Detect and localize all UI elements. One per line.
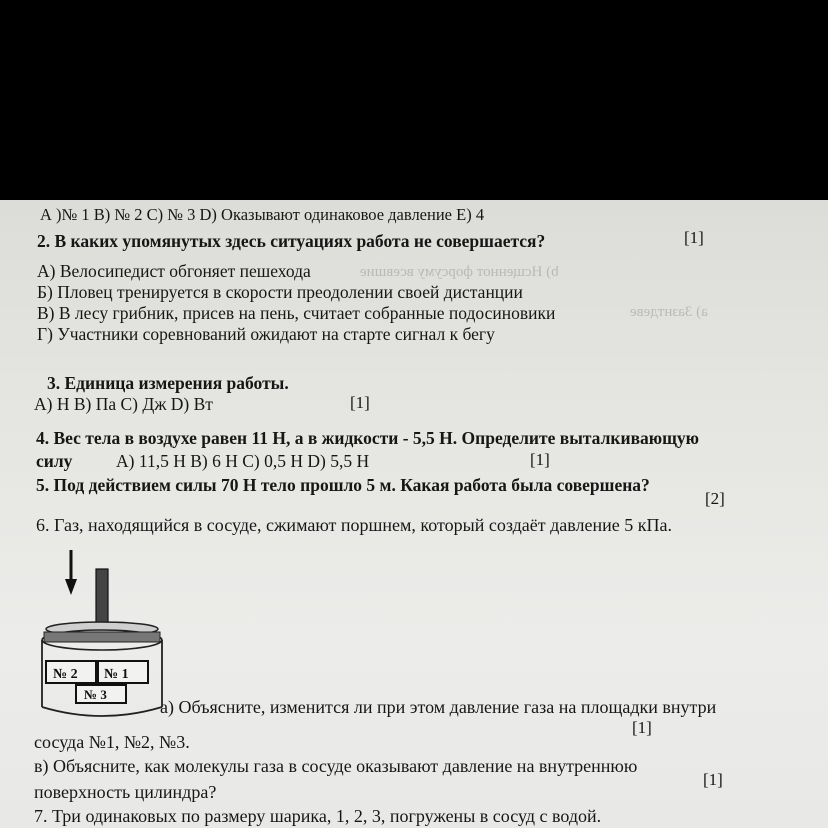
- q2-title: 2. В каких упомянутых здесь ситуациях работа не совершается?: [37, 231, 546, 251]
- q6-title: 6. Газ, находящийся в сосуде, сжимают поршнем, который создаёт давление 5 кПа.: [36, 515, 673, 535]
- cylinder-bottom: [42, 707, 162, 716]
- q5-title: 5. Под действием силы 70 Н тело прошло 5 м. Какая работа была совершена?: [36, 475, 650, 495]
- arrow-head-icon: [65, 579, 77, 595]
- q4-title: 4. Вес тела в воздухе равен 11 Н, а в жидкости - 5,5 Н. Определите выталкивающую: [36, 428, 700, 448]
- q6-part-b-line1: в) Объясните, как молекулы газа в сосуде оказывают давление на внутреннюю: [34, 756, 638, 776]
- q2-option-d: Г) Участники соревнований ожидают на старте сигнал к бегу: [37, 324, 495, 344]
- q6-part-a-line1: а) Объясните, изменится ли при этом давление газа на площадки внутри: [160, 697, 717, 717]
- q3-mark: [1]: [350, 393, 370, 412]
- cylinder-piston-figure: [36, 545, 164, 727]
- q2-option-b: Б) Пловец тренируется в скорости преодолении своей дистанции: [37, 282, 523, 302]
- q2-mark: [1]: [684, 228, 704, 247]
- q4-mark: [1]: [530, 450, 550, 469]
- q6-part-b-line2: поверхность цилиндра?: [34, 782, 217, 802]
- q6-part-a-line2: сосуда №1, №2, №3.: [34, 732, 190, 752]
- bleed-through-text-1: b) Нсщеннот форсуму всевшие: [360, 264, 559, 280]
- pad-1-label: № 1: [104, 667, 129, 682]
- worksheet-page: [0, 200, 828, 828]
- q3-options: А) Н В) Па С) Дж D) Вт: [34, 394, 213, 414]
- q6-part-a-mark: [1]: [632, 718, 652, 737]
- piston-disc: [44, 632, 160, 642]
- q5-mark: [2]: [705, 489, 725, 508]
- q3-title: 3. Единица измерения работы.: [47, 373, 289, 393]
- q4-title-cont: силу: [36, 451, 73, 471]
- q2-option-c: В) В лесу грибник, присев на пень, считает собранные подосиновики: [37, 303, 556, 323]
- q4-options: А) 11,5 Н В) 6 Н С) 0,5 Н D) 5,5 Н: [116, 451, 370, 471]
- q1-options: А )№ 1 В) № 2 С) № 3 D) Оказывают одинаковое давление Е) 4: [40, 205, 485, 224]
- bleed-through-text-2: а) Зазнтдеве: [630, 304, 708, 320]
- q2-option-a: А) Велосипедист обгоняет пешехода: [37, 261, 311, 281]
- pad-3-label: № 3: [84, 687, 107, 702]
- q6-part-b-mark: [1]: [703, 770, 723, 789]
- q7-title: 7. Три одинаковых по размеру шарика, 1, 2, 3, погружены в сосуд с водой.: [34, 806, 602, 826]
- pad-2-label: № 2: [53, 667, 78, 682]
